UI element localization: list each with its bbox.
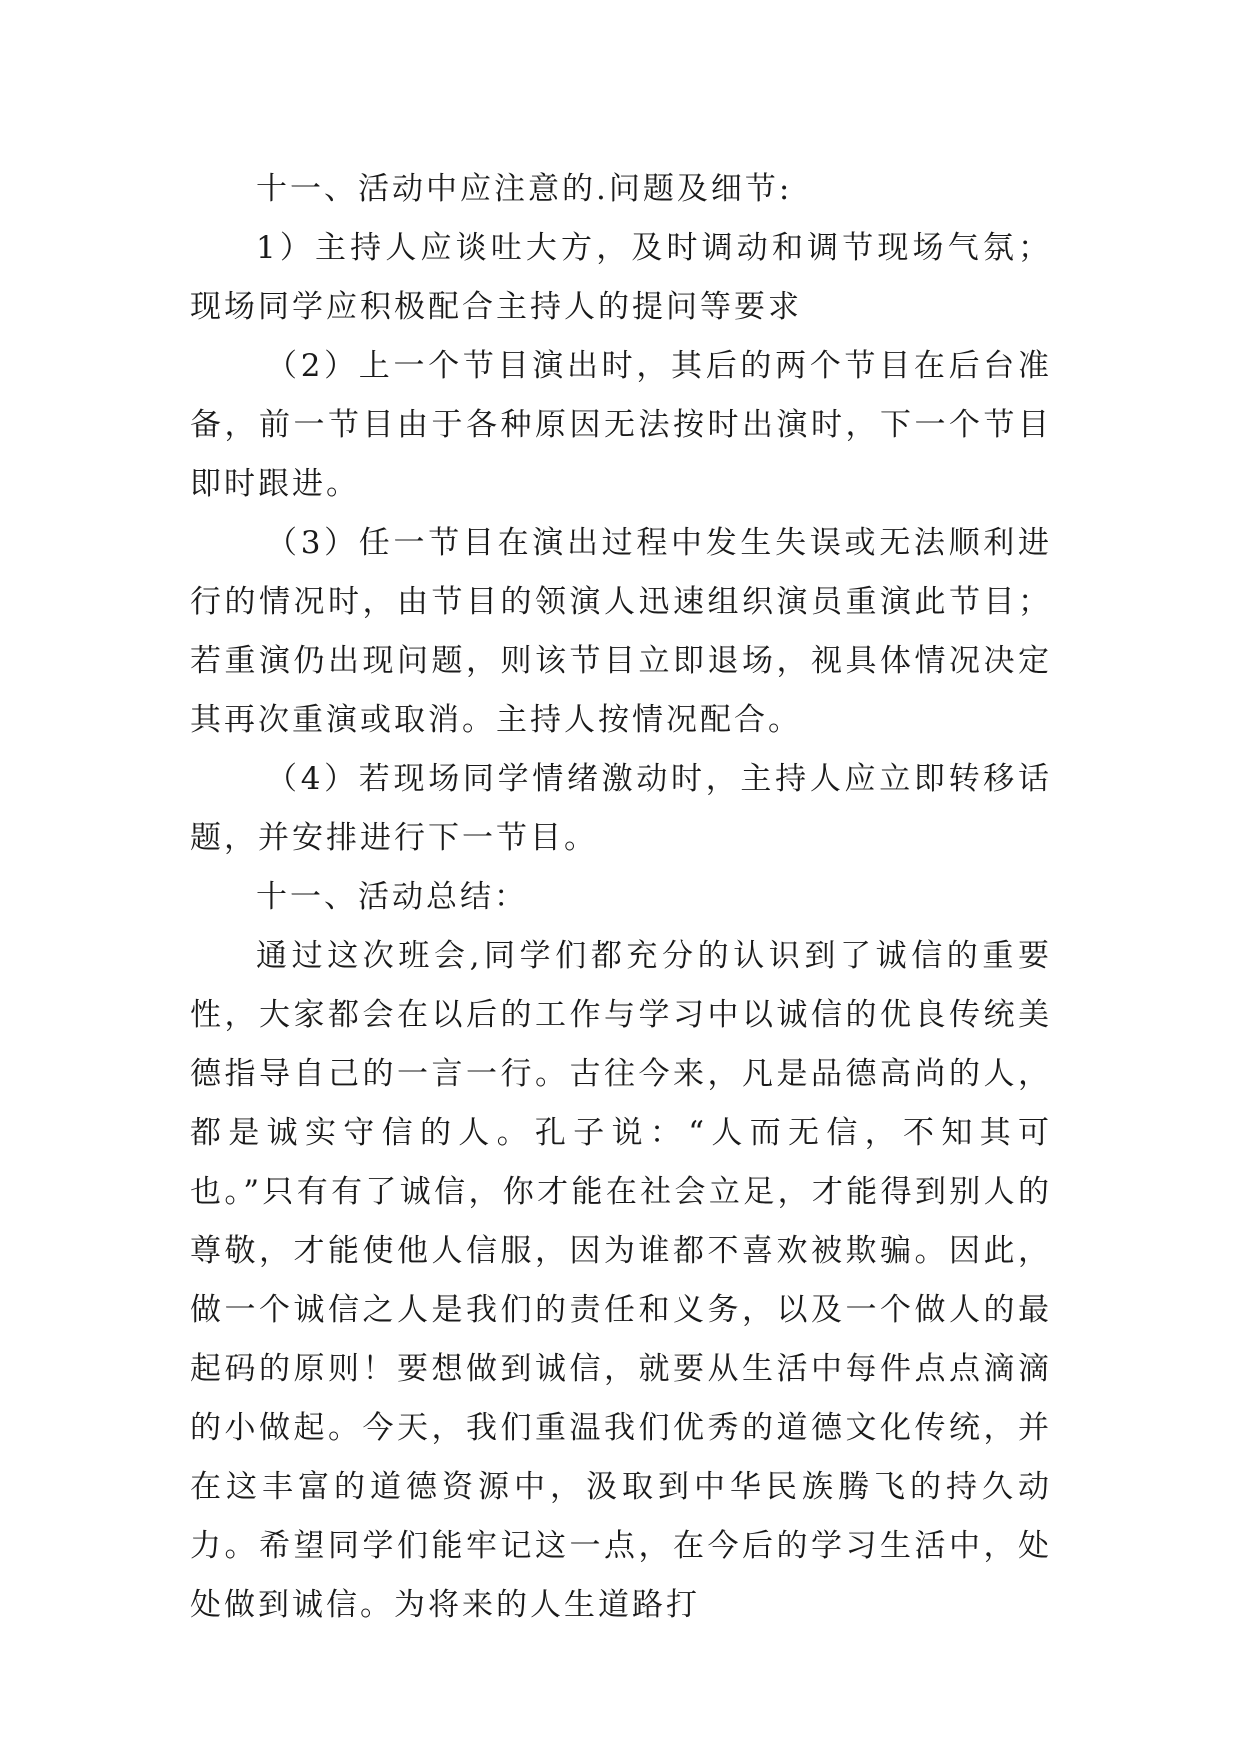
paragraph-program-order: （2）上一个节目演出时，其后的两个节目在后台准备，前一节目由于各种原因无法按时出演时，下一个节目即时跟进。: [190, 348, 1052, 502]
section-heading-summary: 十一、活动总结：: [256, 879, 528, 915]
paragraph-summary-body: 通过这次班会,同学们都充分的认识到了诚信的重要性，大家都会在以后的工作与学习中以诚信的优良传统美德指导自己的一言一行。古往今来，凡是品德高尚的人，都是诚实守信的人。孔子说：“人而无信，不知其可也。”只有有了诚信，你才能在社会立足，才能得到别人的尊敬，才能使他人信服，因为谁都不喜欢被欺骗。因此，做一个诚信之人是我们的责任和义务，以及一个做人的最起码的原则！要想做到诚信，就要从生活中每件点点滴滴的小做起。今天，我们重温我们优秀的道德文化传统，并在这丰富的道德资源中，汲取到中华民族腾飞的持久动力。希望同学们能牢记这一点，在今后的学习生活中，处处做到诚信。为将来的人生道路打: [190, 938, 1052, 1623]
document-body: [190, 160, 1052, 1635]
paragraph-host-requirements: 1）主持人应谈吐大方，及时调动和调节现场气氛；现场同学应积极配合主持人的提问等要求: [190, 230, 1052, 325]
paragraph-emotion-handling: （4）若现场同学情绪激动时，主持人应立即转移话题，并安排进行下一节目。: [190, 761, 1052, 856]
paragraph-mistake-handling: （3）任一节目在演出过程中发生失误或无法顺利进行的情况时，由节目的领演人迅速组织演员重演此节目；若重演仍出现问题，则该节目立即退场，视具体情况决定其再次重演或取消。主持人按情况配合。: [190, 525, 1052, 738]
section-heading-precautions: 十一、活动中应注意的.问题及细节:: [256, 171, 793, 207]
